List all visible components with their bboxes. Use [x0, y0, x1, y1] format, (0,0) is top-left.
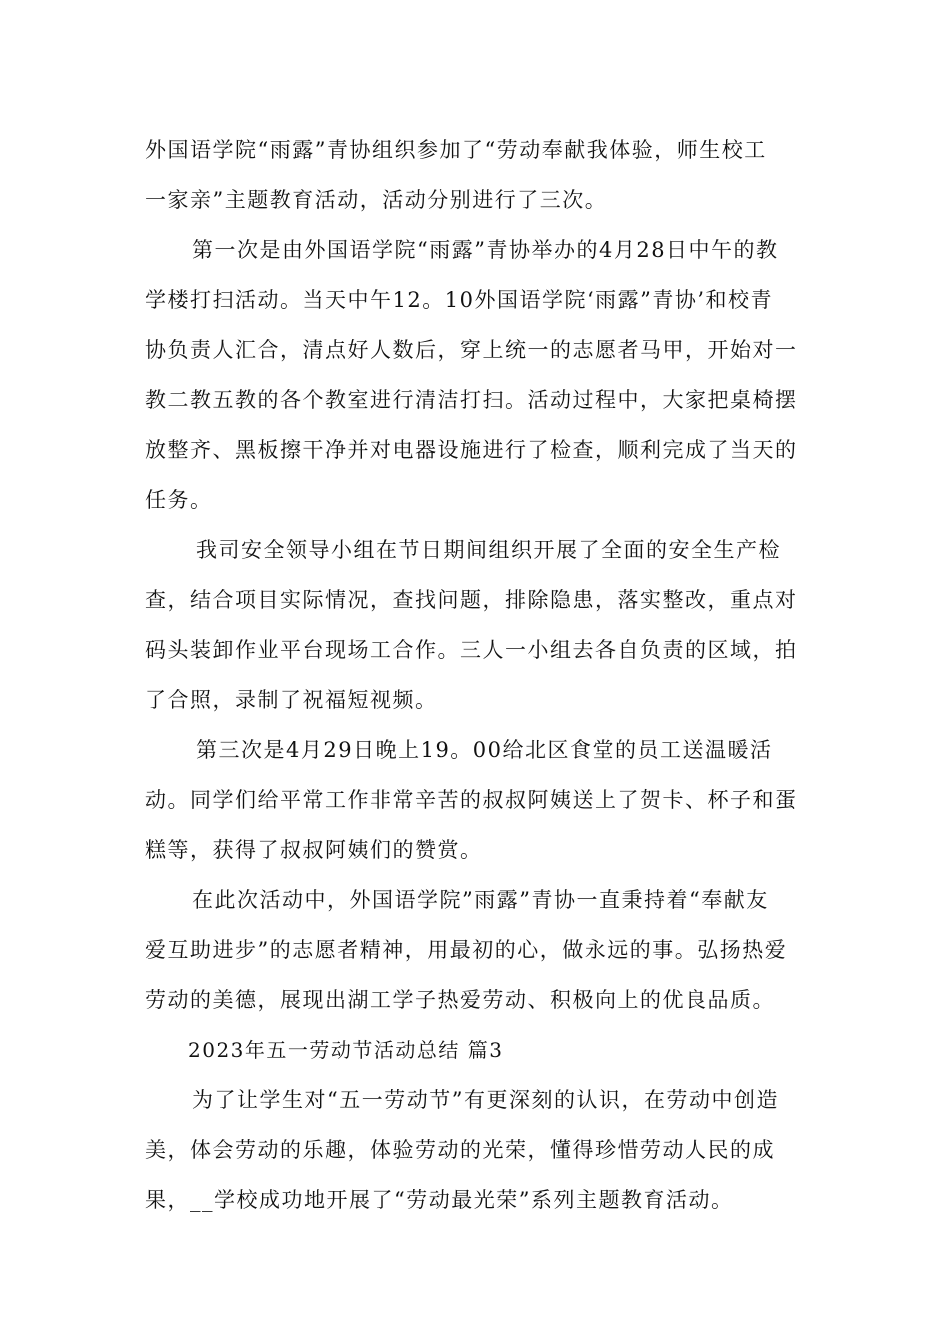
text-line: 码头装卸作业平台现场工合作。三人一小组去各自负责的区域，拍: [145, 638, 798, 662]
text-line: 我司安全领导小组在节日期间组织开展了全面的安全生产检: [196, 538, 781, 562]
text-line: 学楼打扫活动。当天中午12。10外国语学院‘雨露”青协’和校青: [145, 288, 774, 312]
text-line: 了合照，录制了祝福短视频。: [145, 688, 438, 712]
text-line: 一家亲”主题教育活动，活动分别进行了三次。: [145, 188, 608, 212]
text-line: 第三次是4月29日晚上19。00给北区食堂的员工送温暖活: [196, 738, 773, 762]
text-line: 动。同学们给平常工作非常辛苦的叔叔阿姨送上了贺卡、杯子和蛋: [145, 788, 798, 812]
text-line: 放整齐、黑板擦干净并对电器设施进行了检查，顺利完成了当天的: [145, 438, 798, 462]
text-line: 美，体会劳动的乐趣，体验劳动的光荣，懂得珍惜劳动人民的成: [145, 1138, 775, 1162]
text-line: 任务。: [145, 488, 213, 512]
text-line: 外国语学院“雨露”青协组织参加了“劳动奉献我体验，师生校工: [145, 138, 767, 162]
text-line: 劳动的美德，展现出湖工学子热爱劳动、积极向上的优良品质。: [145, 988, 775, 1012]
text-line: 第一次是由外国语学院“雨露”青协举办的4月28日中午的教: [192, 238, 779, 262]
text-line: 为了让学生对“五一劳动节”有更深刻的认识，在劳动中创造: [192, 1088, 779, 1112]
text-line: 爱互助进步”的志愿者精神，用最初的心，做永远的事。弘扬热爱: [145, 938, 788, 962]
section-heading: 2023年五一劳动节活动总结 篇3: [188, 1038, 504, 1062]
text-line: 在此次活动中，外国语学院”雨露”青协一直秉持着“奉献友: [192, 888, 769, 912]
text-line: 教二教五教的各个教室进行清洁打扫。活动过程中，大家把桌椅摆: [145, 388, 798, 412]
text-line: 糕等，获得了叔叔阿姨们的赞赏。: [145, 838, 483, 862]
text-line: 协负责人汇合，清点好人数后，穿上统一的志愿者马甲，开始对一: [145, 338, 798, 362]
text-line: 查，结合项目实际情况，查找问题，排除隐患，落实整改，重点对: [145, 588, 798, 612]
text-line: 果，__学校成功地开展了“劳动最光荣”系列主题教育活动。: [145, 1188, 734, 1212]
